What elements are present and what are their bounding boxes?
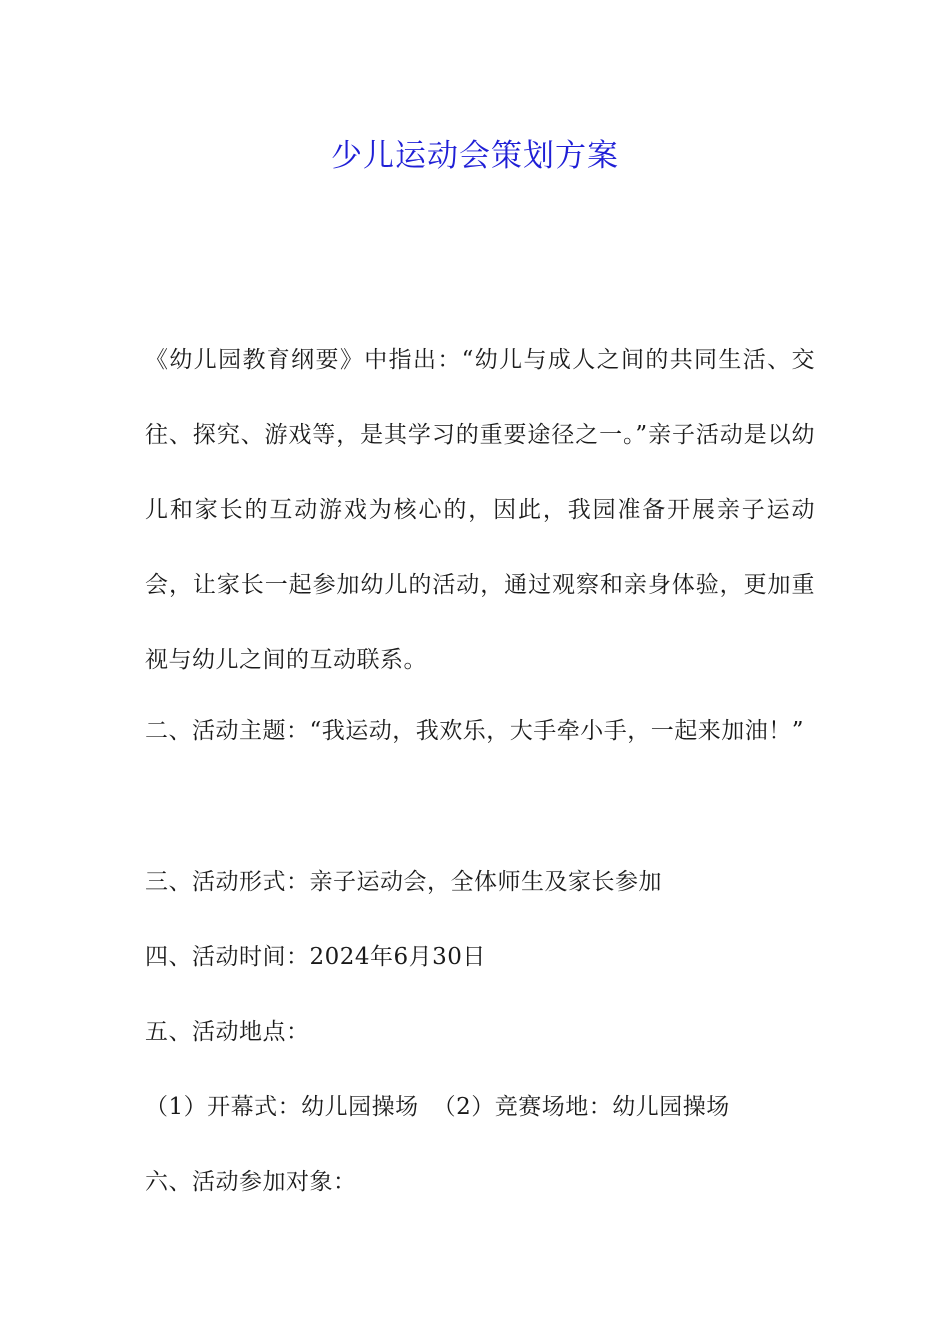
document-title: 少儿运动会策划方案 — [331, 138, 619, 174]
form-section — [145, 845, 815, 920]
time-section — [145, 920, 815, 995]
place-opening: （1）开幕式：幼儿园操场 — [145, 1094, 419, 1120]
target-section — [145, 1145, 815, 1220]
theme-paragraph: 二、活动主题：“我运动，我欢乐，大手牵小手，一起来加油！” — [145, 718, 805, 744]
place-details-line — [145, 1070, 815, 1145]
intro-paragraph: 《幼儿园教育纲要》中指出：“幼儿与成人之间的共同生活、交往、探究、游戏等，是其学习的重要途径之一。”亲子活动是以幼儿和家长的互动游戏为核心的，因此，我园准备开展亲子运动会，让家长一起参加幼儿的活动，通过观察和亲身体验，更加重视与幼儿之间的互动联系。 — [145, 347, 815, 673]
place-section — [145, 995, 815, 1070]
place-details — [145, 1070, 815, 1145]
intro-section — [145, 323, 815, 698]
target-line: 六、活动参加对象： — [145, 1169, 357, 1195]
time-line: 四、活动时间：2024年6月30日 — [145, 944, 486, 970]
theme-section — [145, 694, 815, 769]
place-competition: （2）竞赛场地：幼儿园操场 — [432, 1094, 730, 1120]
place-line: 五、活动地点： — [145, 1019, 310, 1045]
form-line: 三、活动形式：亲子运动会，全体师生及家长参加 — [145, 869, 662, 895]
